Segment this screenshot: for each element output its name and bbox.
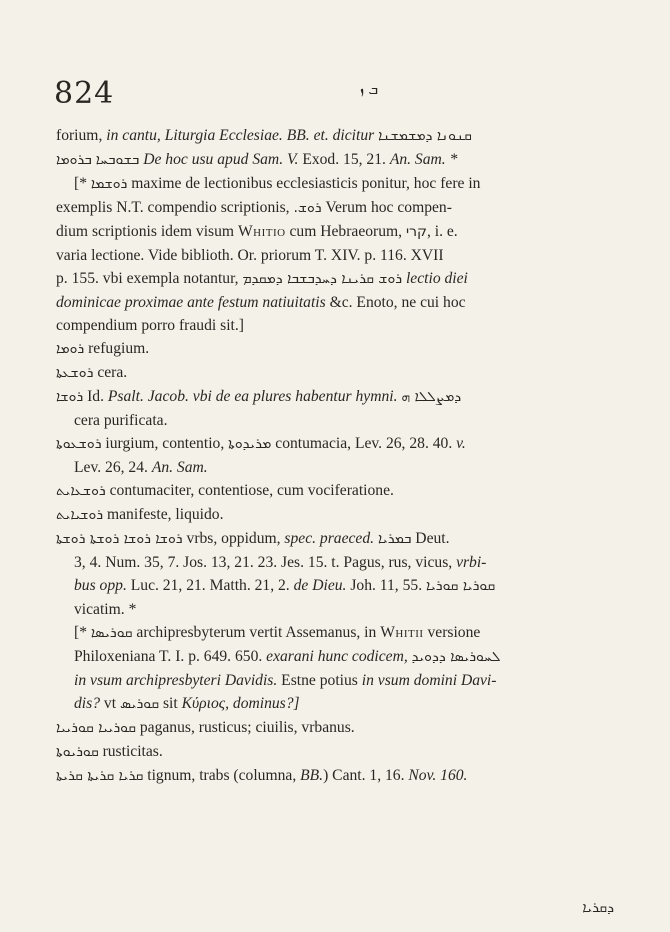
note-line: [* ܩܘܪܝܣܐ archipresbyterum vertit Assemanus, in Whitii versione	[74, 624, 481, 641]
syriac-headword: ܪܘܫܥܬܐ	[56, 365, 94, 381]
syriac-word: ܪܘܫܡܐ	[90, 176, 128, 192]
syriac-word: ܩܘܪܝܣ	[119, 696, 160, 712]
syriac-word: ܡܪܝܕܘܬܐ	[228, 436, 272, 452]
syriac-headword: ܪܘܫܐ ܪܘܫܐ ܪܘܫܬܐ ܪܘܫܬܐ	[56, 531, 183, 547]
note-line: varia lectione. Vide biblioth. Or. priorum T. XIV. p. 116. XVII	[56, 247, 444, 264]
syriac-word: ܩܘܪܝܐ ܩܘܪܝܐ	[426, 578, 496, 594]
syriac-word: ܒܫܘܒܚܐ	[95, 152, 140, 168]
entry-line: ܪܘܫܥܐܝܬ contumaciter, contentiose, cum vociferatione.	[56, 482, 394, 499]
text-line: ܒܪܘܡܐ ܒܫܘܒܚܐ De hoc usu apud Sam. V. Exod. 15, 21. An. Sam. *	[56, 151, 458, 168]
note-line: compendium porro fraudi sit.]	[56, 317, 244, 334]
syriac-headword: ܪܘܫܥܘܬܐ	[56, 436, 102, 452]
page-header	[48, 76, 622, 116]
syriac-headword: ܪܘܫܥܐܝܬ	[56, 483, 106, 499]
text-line: forium, in cantu, Liturgia Ecclesiae. BB. et. dicitur ܩܢܘܢܐ ܕܡܫܡܫܢܐ	[56, 127, 472, 144]
syriac-headword: ܪܘܫܐ	[56, 389, 84, 405]
page-number: 824	[54, 76, 115, 111]
note-line: dium scriptionis idem visum Whitio cum Hebraeorum, קרי, i. e.	[56, 223, 458, 240]
syriac-headword: ܪܘܫܝܐܝܬ	[56, 507, 104, 523]
syriac-word: ܕܡܨܠܠܐ ܗ	[401, 389, 462, 405]
entry-line: ܪܘܫܐ Id. Psalt. Jacob. vbi de ea plures habentur hymni. ܕܡܨܠܠܐ ܗ	[56, 388, 462, 405]
note-line: Philoxeniana T. I. p. 649. 650. exarani hunc codicem, ܠܚܘܪܝܣܐ ܕܕܘܝܕ	[74, 648, 501, 665]
hebrew-word: קרי	[405, 224, 427, 240]
syriac-headword: ܩܘܪܝܘܬܐ	[56, 744, 99, 760]
syriac-word: ܒܡܪܝܐ	[377, 531, 412, 547]
syriac-headword: ܪܘܡܐ	[56, 341, 85, 357]
entry-line: bus opp. Luc. 21, 21. Matth. 21, 2. de Dieu. Joh. 11, 55. ܩܘܪܝܐ ܩܘܪܝܐ	[74, 577, 496, 594]
entry-line: Lev. 26, 24. An. Sam.	[74, 459, 208, 476]
syriac-headword: ܩܘܪܝܝܐ ܩܘܪܝܝܐ	[56, 720, 136, 736]
entry-line: ܩܘܪܝܝܐ ܩܘܪܝܝܐ paganus, rusticus; ciuilis, vrbanus.	[56, 719, 355, 736]
syriac-word: ܪܘܫ.	[293, 200, 322, 216]
note-line: p. 155. vbi exempla notantur, ܪܘܫ ܩܪܝܢܐ ܕܚܕܒܫܒܐ ܕܡܩܕܡ lectio diei	[56, 270, 468, 287]
syriac-word: ܠܚܘܪܝܣܐ ܕܕܘܝܕ	[411, 649, 501, 665]
entry-line: ܪܘܡܐ refugium.	[56, 340, 150, 357]
note-line: dis? vt ܩܘܪܝܣ sit Κύριος, dominus?]	[74, 695, 300, 712]
syriac-word: ܒܪܘܡܐ	[56, 152, 92, 168]
note-line: [* ܪܘܫܡܐ maxime de lectionibus ecclesiasticis ponitur, hoc fere in	[74, 175, 481, 192]
catchword: ܕܩܪܝܐ	[582, 900, 614, 916]
syriac-headword: ܩܪܝܐ ܩܪܝܬܐ ܩܪܝܬܐ	[56, 768, 144, 784]
note-line: dominicae proximae ante festum natiuitatis &c. Enoto, ne cui hoc	[56, 294, 466, 311]
entry-line: ܪܘܫܐ ܪܘܫܐ ܪܘܫܬܐ ܪܘܫܬܐ vrbs, oppidum, spec. praeced. ܒܡܪܝܐ Deut.	[56, 530, 450, 547]
entry-line: ܪܘܫܥܬܐ cera.	[56, 364, 128, 381]
syriac-word: ܩܢܘܢܐ ܕܡܫܡܫܢܐ	[378, 128, 472, 144]
note-line: in vsum archipresbyteri Davidis. Estne potius in vsum domini Davi-	[74, 672, 497, 689]
entry-line: cera purificata.	[74, 412, 168, 429]
entry-line: 3, 4. Num. 35, 7. Jos. 13, 21. 23. Jes. 15. t. Pagus, rus, vicus, vrbi-	[74, 554, 487, 571]
note-line: exemplis N.T. compendio scriptionis, ܪܘܫ. Verum hoc compen-	[56, 199, 452, 216]
entry-line: ܩܘܪܝܘܬܐ rusticitas.	[56, 743, 163, 760]
entry-line: ܪܘܫܥܘܬܐ iurgium, contentio, ܡܪܝܕܘܬܐ contumacia, Lev. 26, 28. 40. v.	[56, 435, 466, 452]
dictionary-text	[56, 124, 628, 788]
entry-line: ܩܪܝܐ ܩܪܝܬܐ ܩܪܝܬܐ tignum, trabs (columna, BB.) Cant. 1, 16. Nov. 160.	[56, 767, 468, 784]
syriac-word: ܪܘܫ ܩܪܝܢܐ ܕܚܕܒܫܒܐ ܕܡܩܕܡ	[242, 271, 403, 287]
entry-line: ܪܘܫܝܐܝܬ manifeste, liquido.	[56, 506, 224, 523]
running-head: ܒ ܙ	[360, 82, 379, 98]
syriac-word: ܩܘܪܝܣܐ	[90, 625, 133, 641]
entry-line: vicatim. *	[74, 601, 137, 618]
